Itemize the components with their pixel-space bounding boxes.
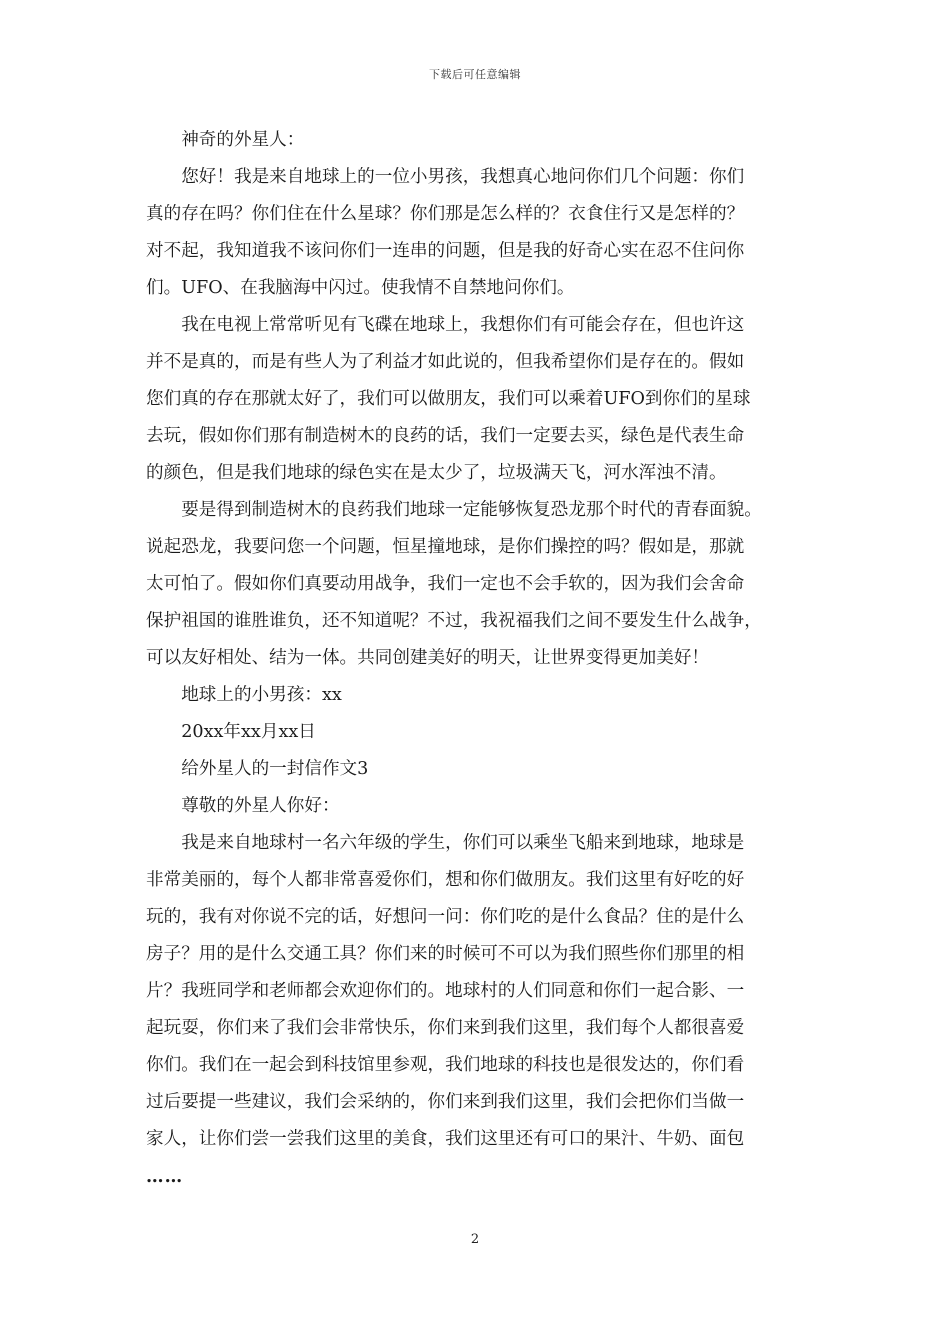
letter1-para1-line: 真的存在吗？你们住在什么星球？你们那是怎么样的？衣食住行又是怎样的？ bbox=[146, 204, 745, 224]
letter2-para1-line: 非常美丽的，每个人都非常喜爱你们，想和你们做朋友。我们这里有好吃的好 bbox=[146, 870, 745, 890]
letter1-signature: 地球上的小男孩：xx bbox=[181, 685, 342, 705]
letter1-para3-line: 可以友好相处、结为一体。共同创建美好的明天，让世界变得更加美好！ bbox=[146, 648, 710, 668]
document-body bbox=[146, 122, 814, 1195]
letter2-para1-line: 我是来自地球村一名六年级的学生，你们可以乘坐飞船来到地球，地球是 bbox=[181, 833, 745, 853]
letter2-para1-line: 起玩耍，你们来了我们会非常快乐，你们来到我们这里，我们每个人都很喜爱 bbox=[146, 1018, 745, 1038]
letter2-para1-line: 你们。我们在一起会到科技馆里参观，我们地球的科技也是很发达的，你们看 bbox=[146, 1055, 745, 1075]
letter1-para2-line: 我在电视上常常听见有飞碟在地球上，我想你们有可能会存在，但也许这 bbox=[181, 315, 745, 335]
page-header-note: 下载后可任意编辑 bbox=[429, 68, 521, 81]
letter1-para3-line: 说起恐龙，我要问您一个问题，恒星撞地球，是你们操控的吗？假如是，那就 bbox=[146, 537, 745, 557]
letter1-para2-line: 并不是真的，而是有些人为了利益才如此说的，但我希望你们是存在的。假如 bbox=[146, 352, 745, 372]
letter2-para1-line: 过后要提一些建议，我们会采纳的，你们来到我们这里，我们会把你们当做一 bbox=[146, 1092, 745, 1112]
letter1-para3-line: 太可怕了。假如你们真要动用战争，我们一定也不会手软的，因为我们会舍命 bbox=[146, 574, 745, 594]
page-number: 2 bbox=[470, 1232, 480, 1247]
letter1-para2-line: 去玩，假如你们那有制造树木的良药的话，我们一定要去买，绿色是代表生命 bbox=[146, 426, 745, 446]
letter2-para1-line: 房子？用的是什么交通工具？你们来的时候可不可以为我们照些你们那里的相 bbox=[146, 944, 745, 964]
letter2-ellipsis: …… bbox=[146, 1166, 184, 1187]
letter1-para3-line: 保护祖国的谁胜谁负，还不知道呢？不过，我祝福我们之间不要发生什么战争， bbox=[146, 611, 762, 631]
letter1-para1-line: 对不起，我知道我不该问你们一连串的问题，但是我的好奇心实在忍不住问你 bbox=[146, 241, 745, 261]
letter1-para1-line: 们。UFO、在我脑海中闪过。使我情不自禁地问你们。 bbox=[146, 278, 575, 298]
letter1-date: 20xx年xx月xx日 bbox=[181, 722, 316, 742]
letter2-para1-line: 家人，让你们尝一尝我们这里的美食，我们这里还有可口的果汁、牛奶、面包 bbox=[146, 1129, 745, 1149]
letter1-para2-line: 您们真的存在那就太好了，我们可以做朋友，我们可以乘着UFO到你们的星球 bbox=[146, 389, 751, 409]
letter2-para1-line: 玩的，我有对你说不完的话，好想问一问：你们吃的是什么食品？住的是什么 bbox=[146, 907, 745, 927]
letter1-greeting: 神奇的外星人： bbox=[181, 130, 305, 150]
letter2-para1-line: 片？我班同学和老师都会欢迎你们的。地球村的人们同意和你们一起合影、一 bbox=[146, 981, 745, 1001]
letter1-para2-line: 的颜色，但是我们地球的绿色实在是太少了，垃圾满天飞，河水浑浊不清。 bbox=[146, 463, 727, 483]
letter1-para3-line: 要是得到制造树木的良药我们地球一定能够恢复恐龙那个时代的青春面貌。 bbox=[181, 500, 762, 520]
letter2-greeting: 尊敬的外星人你好： bbox=[181, 796, 340, 816]
letter1-para1-line: 您好！我是来自地球上的一位小男孩，我想真心地问你们几个问题：你们 bbox=[181, 167, 745, 187]
letter2-title: 给外星人的一封信作文3 bbox=[181, 759, 369, 779]
